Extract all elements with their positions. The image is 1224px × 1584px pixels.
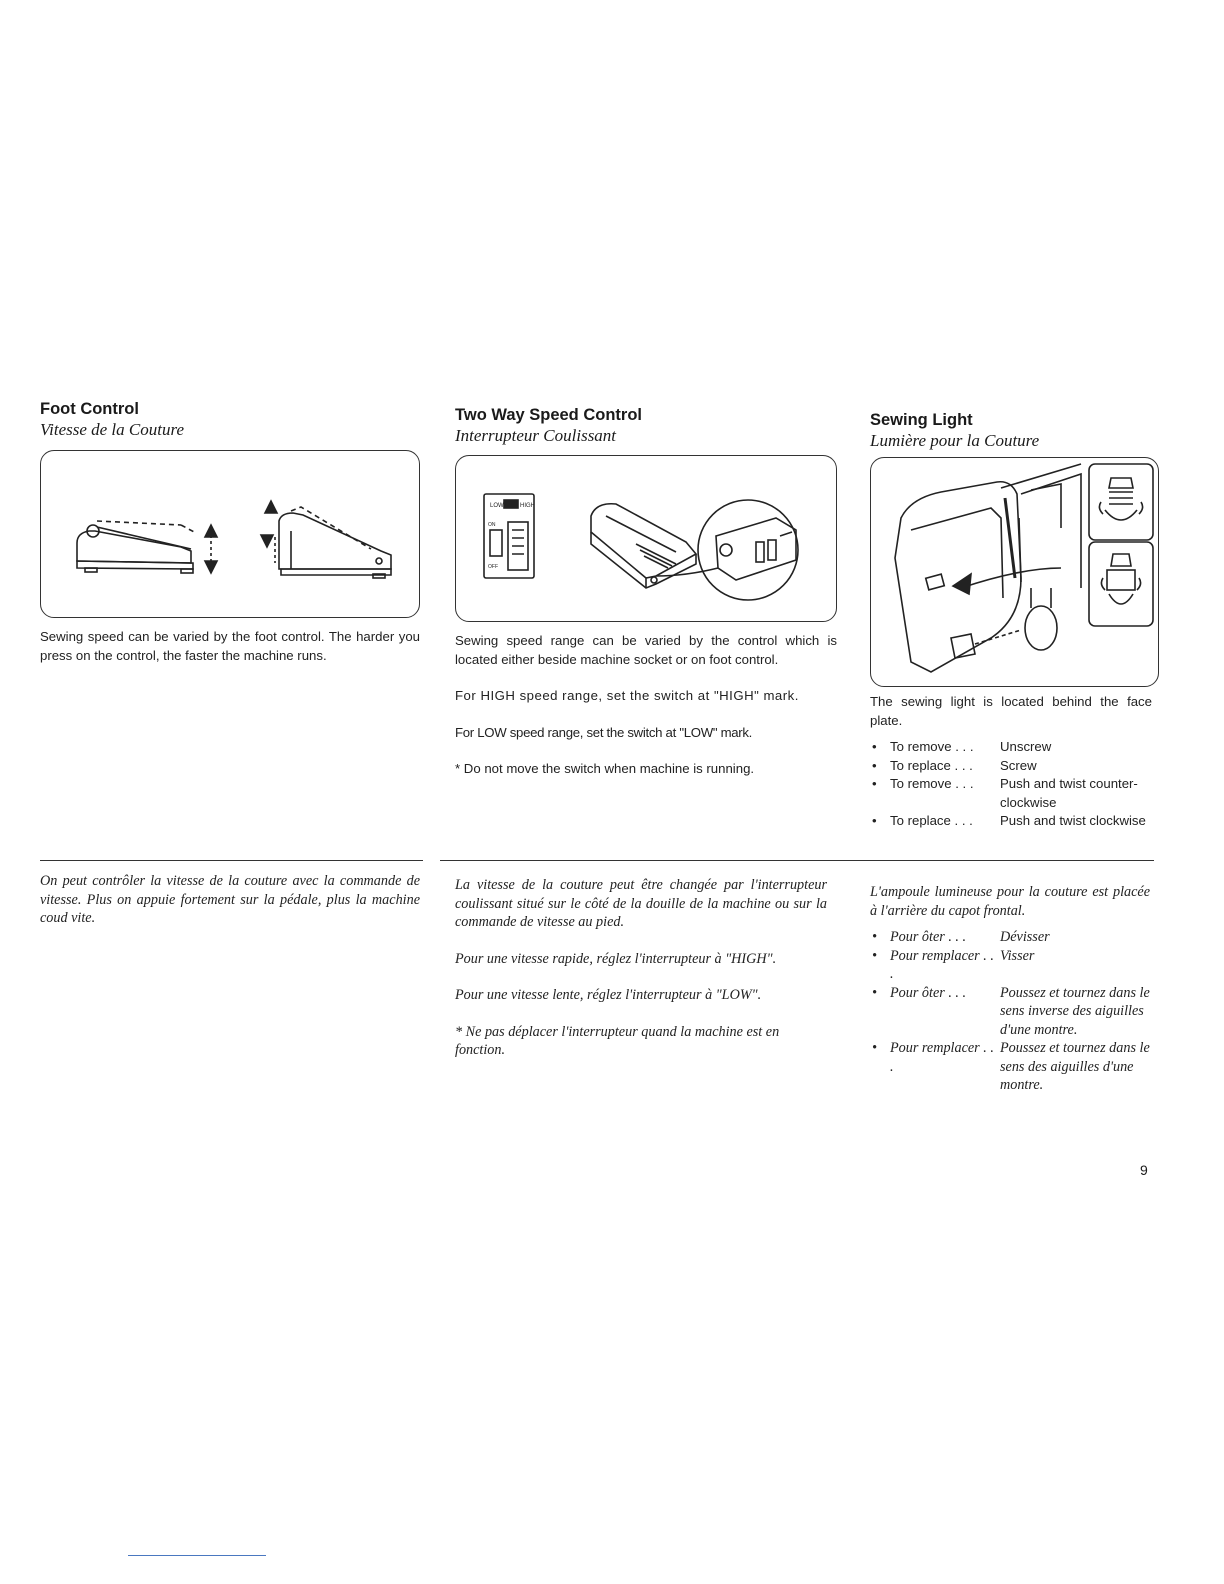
sewing-light-illustration [870,457,1159,687]
list-item: • Pour remplacer . . . Visser [870,947,1150,984]
sewing-light-steps-fr [870,928,1150,1095]
switch-label-on: ON [488,522,496,528]
sewing-light-text-fr: L'ampoule lumineuse pour la couture est placée à l'arrière du capot frontal. [870,884,1150,919]
page-number: 9 [1140,1162,1148,1178]
list-item: • To replace . . . Screw [870,757,1152,776]
switch-label-high: HIGH [520,503,535,509]
sewing-light-steps-en [870,738,1152,831]
divider-rule-3 [860,860,1154,861]
sewing-light-text-en: The sewing light is located behind the face plate. [870,694,1152,728]
switch-label-off: OFF [488,564,498,570]
foot-control-text-fr: On peut contrôler la vitesse de la couture avec la commande de vitesse. Plus on appuie fortement sur la pédale, plus la machine coud vite. [40,873,420,926]
divider-rule-2 [440,860,860,861]
divider-rule-1 [40,860,423,861]
sewing-light-heading [870,410,1160,451]
list-item: • To remove . . . Unscrew [870,738,1152,757]
list-item: • Pour remplacer . . . Poussez et tournez dans le sens des aiguilles d'une montre. [870,1039,1150,1095]
foot-control-text-en: Sewing speed can be varied by the foot control. The harder you press on the control, the faster the machine runs. [40,629,420,663]
speed-switch-drawing [456,456,836,621]
bulb-drawing [871,458,1158,686]
speed-control-text-en: Sewing speed range can be varied by the control which is located either beside machine socket or on foot control. For HIGH speed range, set the switch at "HIGH" mark. For LOW speed range, set the switch at "LOW" mark. * Do not move the switch when machine is running. [455,633,837,776]
speed-control-illustration [455,455,837,622]
speed-control-text-fr: La vitesse de la couture peut être changée par l'interrupteur coulissant situé sur le côté de la douille de la machine ou sur la commande de vitesse au pied. Pour une vitesse rapide, réglez l'interrupteur à "HIGH". Pour une vitesse lente, réglez l'interrupteur à "LOW". * Ne pas déplacer l'interrupteur quand la machine est en fonction. [455,877,827,1058]
foot-control-title-fr: Vitesse de la Couture [40,420,185,439]
switch-label-low: LOW [490,503,504,509]
list-item: • To remove . . . Push and twist counter-clockwise [870,775,1152,812]
speed-control-title-fr: Interrupteur Coulissant [455,426,617,445]
speed-control-title: Two Way Speed Control [455,406,643,424]
list-item: • To replace . . . Push and twist clockwise [870,812,1152,831]
list-item: • Pour ôter . . . Poussez et tournez dans le sens inverse des aiguilles d'une montre. [870,984,1150,1040]
list-item: • Pour ôter . . . Dévisser [870,928,1150,947]
sewing-light-title-fr: Lumière pour la Couture [870,431,1040,450]
foot-control-heading [40,399,420,440]
foot-control-illustration [40,450,420,618]
sewing-light-title: Sewing Light [870,411,973,429]
footer-link-line [128,1555,266,1556]
speed-control-heading [455,405,837,446]
foot-pedal-drawing [41,451,419,617]
foot-control-title: Foot Control [40,400,139,418]
